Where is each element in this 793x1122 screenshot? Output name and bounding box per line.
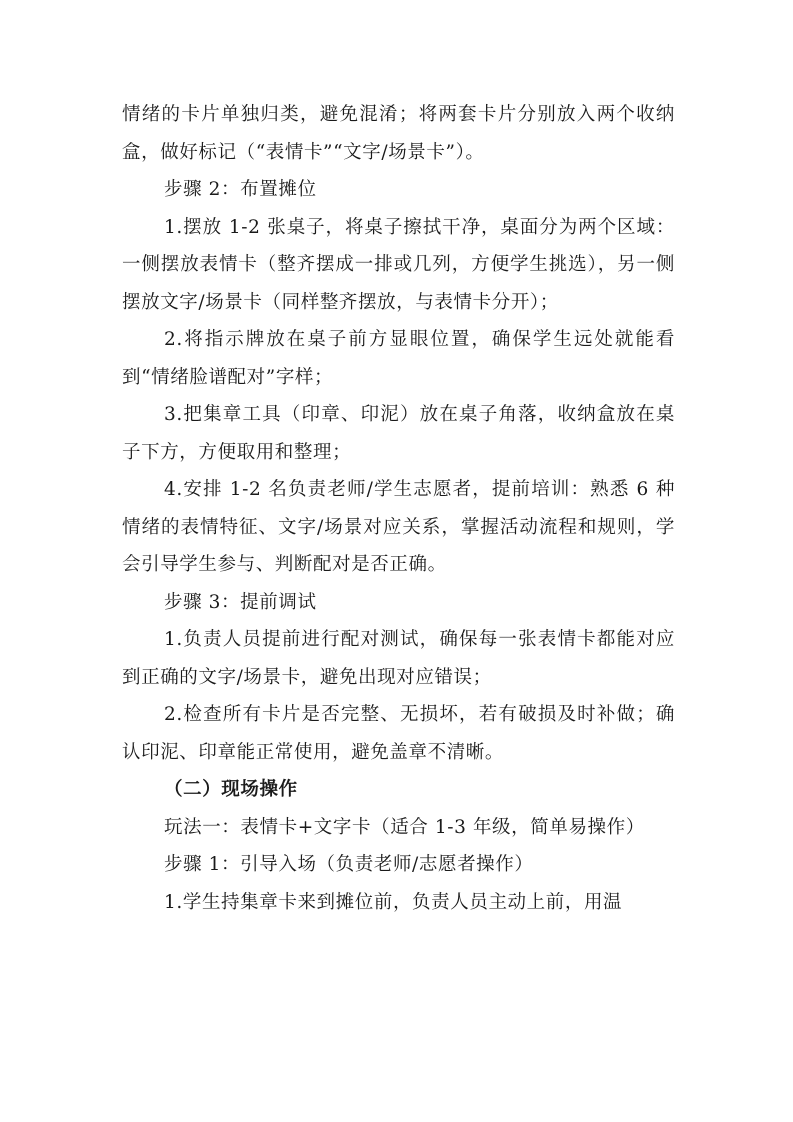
paragraph-student-entry: 1.学生持集章卡来到摊位前，负责人员主动上前，用温 <box>164 891 623 913</box>
step-3-heading: 步骤 3：提前调试 <box>164 591 317 613</box>
section-heading-onsite-operation: （二）现场操作 <box>164 779 298 800</box>
paragraph-matching-test: 1.负责人员提前进行配对测试，确保每一张表情卡都能对应到正确的文字/场景卡，避免出现对应错误； <box>122 629 675 688</box>
paragraph-card-sorting: 情绪的卡片单独归类，避免混淆；将两套卡片分别放入两个收纳盒，做好标记（“表情卡”“文字/场景卡”）。 <box>122 104 675 163</box>
gameplay-one-heading: 玩法一：表情卡+文字卡（适合 1-3 年级，简单易操作） <box>164 816 645 838</box>
paragraph-table-arrangement: 1.摆放 1-2 张桌子，将桌子擦拭干净，桌面分为两个区域：一侧摆放表情卡（整齐摆成一排或几列，方便学生挑选），另一侧摆放文字/场景卡（同样整齐摆放，与表情卡分开）； <box>122 216 675 313</box>
step-2-heading: 步骤 2：布置摊位 <box>164 179 317 200</box>
step-1-heading: 步骤 1：引导入场（负责老师/志愿者操作） <box>164 854 534 875</box>
paragraph-staff-training: 4.安排 1-2 名负责老师/学生志愿者，提前培训：熟悉 6 种情绪的表情特征、文字/场景对应关系，掌握活动流程和规则，学会引导学生参与、判断配对是否正确。 <box>122 479 675 575</box>
paragraph-sign-placement: 2.将指示牌放在桌子前方显眼位置，确保学生远处就能看到“情绪脸谱配对”字样； <box>122 329 675 388</box>
document-body <box>122 96 675 921</box>
paragraph-card-check: 2.检查所有卡片是否完整、无损坏，若有破损及时补做；确认印泥、印章能正常使用，避免盖章不清晰。 <box>122 704 675 763</box>
paragraph-stamp-tools: 3.把集章工具（印章、印泥）放在桌子角落，收纳盒放在桌子下方，方便取用和整理； <box>122 404 675 463</box>
